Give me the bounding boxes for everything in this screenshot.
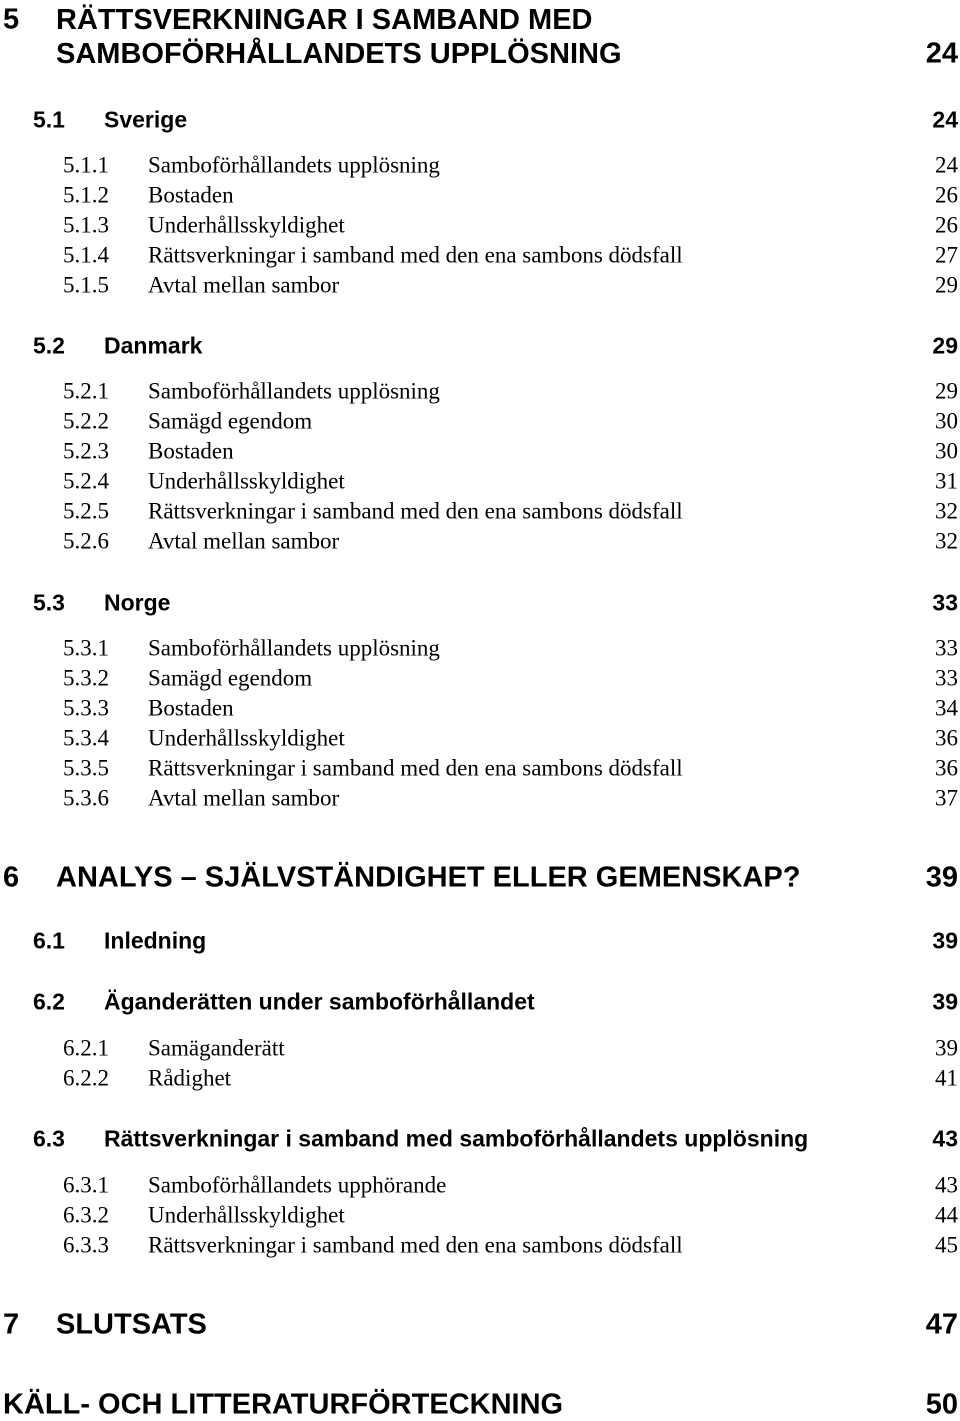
- toc-entry-page: 50: [925, 1388, 958, 1421]
- toc-entry-title: Samäganderätt: [148, 1035, 285, 1061]
- toc-entry-number: 5: [3, 3, 20, 36]
- toc-entry-number: 6.1: [33, 927, 65, 954]
- toc-entry-number: 5.3.4: [63, 725, 109, 751]
- toc-entry-title: Underhållsskyldighet: [148, 1202, 345, 1228]
- toc-entry-title: SLUTSATS: [56, 1308, 207, 1341]
- toc-entry-title: Underhållsskyldighet: [148, 212, 345, 238]
- toc-entry-page: 26: [935, 182, 958, 208]
- toc-entry-number: 5.3.3: [63, 695, 109, 721]
- toc-entry-page: 47: [925, 1308, 958, 1341]
- toc-entry-page: 45: [935, 1232, 958, 1258]
- toc-entry-number: 5.2.6: [63, 528, 109, 554]
- toc-entry-title: ANALYS – SJÄLVSTÄNDIGHET ELLER GEMENSKAP?: [56, 861, 801, 894]
- toc-entry-title: Samägd egendom: [148, 408, 313, 434]
- toc-entry-number: 5.2.3: [63, 438, 109, 464]
- toc-entry-page: 29: [932, 332, 958, 359]
- toc-entry-number: 5.1.3: [63, 212, 109, 238]
- toc-entry-number: 5.1: [33, 106, 65, 133]
- toc-entry-title: Rådighet: [148, 1065, 232, 1091]
- toc-entry-page: 30: [935, 438, 958, 464]
- toc-entry-title: Samboförhållandets upphörande: [148, 1172, 447, 1198]
- toc-entry-title: Sverige: [104, 106, 188, 133]
- toc-entry-number: 5.1.1: [63, 152, 109, 178]
- toc-entry-title: Bostaden: [148, 438, 234, 464]
- toc-entry-title: Rättsverkningar i samband med den ena sambons dödsfall: [148, 755, 683, 781]
- toc-entry-title: Avtal mellan sambor: [148, 272, 340, 298]
- toc-entry-title: Danmark: [104, 332, 203, 359]
- toc-entry-page: 44: [935, 1202, 958, 1228]
- toc-entry-number: 5.3: [33, 589, 65, 616]
- toc-entry-page: 33: [932, 589, 958, 616]
- toc-entry-page: 29: [935, 272, 958, 298]
- toc-entry-page: 24: [932, 106, 958, 133]
- toc-entry-page: 33: [935, 665, 958, 691]
- toc-entry-page: 32: [935, 498, 958, 524]
- toc-entry-title: Avtal mellan sambor: [148, 785, 340, 811]
- toc-entry-number: 6.2.1: [63, 1035, 109, 1061]
- toc-entry-page: 37: [935, 785, 958, 811]
- toc-entry-page: 39: [925, 861, 958, 894]
- toc-entry-number: 5.3.1: [63, 635, 109, 661]
- toc-entry-page: 36: [935, 755, 958, 781]
- toc-entry-number: 6: [3, 861, 20, 894]
- toc-entry-title: Norge: [104, 589, 171, 616]
- toc-entry-number: 5.2: [33, 332, 65, 359]
- toc-entry-number: 5.3.2: [63, 665, 109, 691]
- toc-entry-page: 26: [935, 212, 958, 238]
- toc-entry-title: Rättsverkningar i samband med samboförhållandets upplösning: [104, 1125, 809, 1152]
- toc-entry-title: Rättsverkningar i samband med den ena sambons dödsfall: [148, 498, 683, 524]
- toc-entry-title: Inledning: [104, 927, 207, 954]
- toc-entry-number: 6.3: [33, 1125, 65, 1152]
- toc-entry-page: 24: [935, 152, 958, 178]
- toc-entry-page: 36: [935, 725, 958, 751]
- toc-entry-title: Bostaden: [148, 695, 234, 721]
- toc-entry-page: 39: [932, 927, 958, 954]
- toc-entry-title: Samboförhållandets upplösning: [148, 378, 440, 404]
- toc-entry-page: 43: [932, 1125, 958, 1152]
- toc-entry-title: Underhållsskyldighet: [148, 468, 345, 494]
- toc-entry-number: 5.2.1: [63, 378, 109, 404]
- toc-entry-page: 27: [935, 242, 958, 268]
- toc-entry-title: Avtal mellan sambor: [148, 528, 340, 554]
- toc-entry-title: Rättsverkningar i samband med den ena sambons dödsfall: [148, 1232, 683, 1258]
- toc-entry-title: KÄLL- OCH LITTERATURFÖRTECKNING: [3, 1388, 564, 1421]
- toc-entry-title: Äganderätten under samboförhållandet: [104, 988, 535, 1015]
- toc-entry-number: 6.3.3: [63, 1232, 109, 1258]
- toc-entry-number: 5.1.5: [63, 272, 109, 298]
- toc-entry-number: 5.2.5: [63, 498, 109, 524]
- toc-entry-title: Underhållsskyldighet: [148, 725, 345, 751]
- toc-entry-page: 33: [935, 635, 958, 661]
- toc-entry-title: Rättsverkningar i samband med den ena sambons dödsfall: [148, 242, 683, 268]
- toc-entry-page: 34: [935, 695, 958, 721]
- toc-entry-page: 41: [935, 1065, 958, 1091]
- toc-entry-number: 6.3.2: [63, 1202, 109, 1228]
- toc-entry-page: 29: [935, 378, 958, 404]
- toc-entry-number: 5.2.4: [63, 468, 109, 494]
- toc-entry-page: 39: [935, 1035, 958, 1061]
- toc-entry-page: 31: [935, 468, 958, 494]
- toc-entry-number: 5.3.6: [63, 785, 109, 811]
- toc-entry-number: 5.3.5: [63, 755, 109, 781]
- toc-entry-number: 5.2.2: [63, 408, 109, 434]
- toc-entry-title: Bostaden: [148, 182, 234, 208]
- toc-entry-title: Samägd egendom: [148, 665, 313, 691]
- toc-entry-page: 43: [935, 1172, 958, 1198]
- toc-entry-page: 39: [932, 988, 958, 1015]
- toc-entry-number: 7: [3, 1308, 20, 1341]
- toc-entry-page: 32: [935, 528, 958, 554]
- toc-entry-number: 6.2: [33, 988, 65, 1015]
- toc-entry-title: RÄTTSVERKNINGAR I SAMBAND MED SAMBOFÖRHÅLLANDETS UPPLÖSNING: [56, 4, 622, 70]
- toc-entry-number: 5.1.4: [63, 242, 109, 268]
- toc-entry-title: Samboförhållandets upplösning: [148, 635, 440, 661]
- toc-entry-number: 6.3.1: [63, 1172, 109, 1198]
- toc-entry-title: Samboförhållandets upplösning: [148, 152, 440, 178]
- toc-entry-number: 6.2.2: [63, 1065, 109, 1091]
- toc-entry-page: 30: [935, 408, 958, 434]
- toc-entry-page: 24: [925, 37, 958, 70]
- toc-entry-number: 5.1.2: [63, 182, 109, 208]
